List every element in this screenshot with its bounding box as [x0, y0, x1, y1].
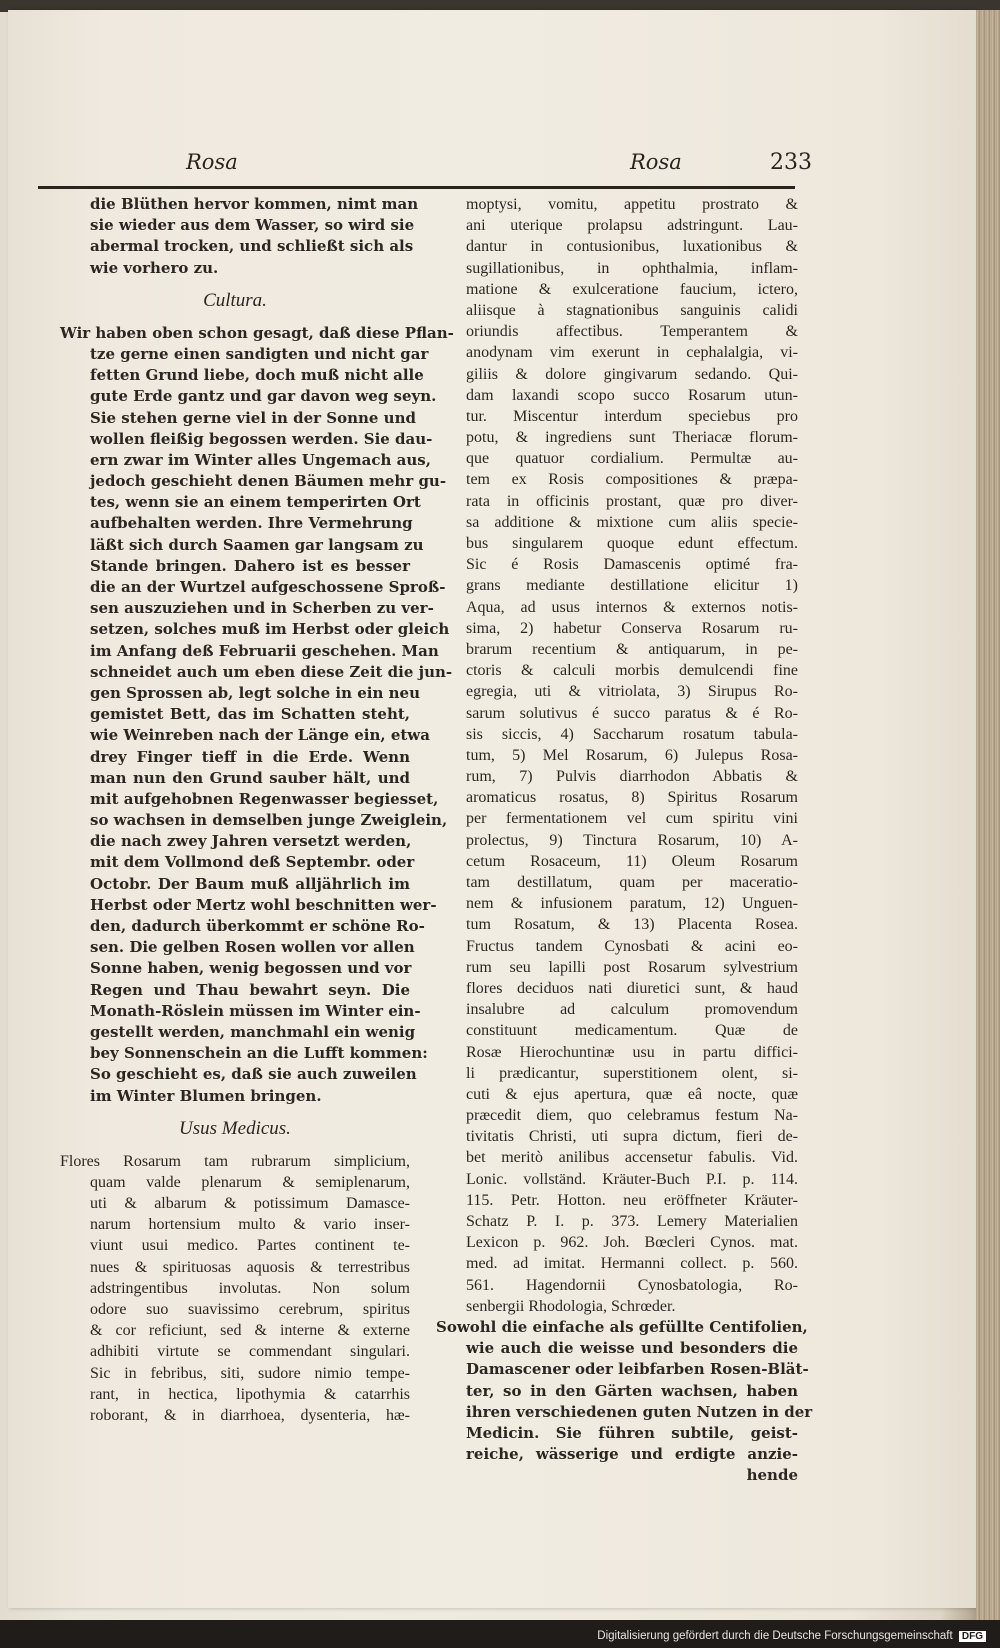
- text-line: tam destillatum, quam per maceratio-: [466, 874, 798, 891]
- latin-paragraph: [436, 194, 798, 1317]
- usus-medicus-paragraph: [60, 1151, 410, 1426]
- text-line: cuti & ejus apertura, quæ eâ nocte, quæ: [466, 1085, 798, 1103]
- left-column: [60, 194, 454, 1426]
- text-line: ctoris & calculi morbis demulcendi fine: [466, 662, 798, 680]
- text-line: Regen und Thau bewahrt seyn. Die: [90, 980, 410, 999]
- text-line: adhibiti virtute se commendant singulari.: [90, 1343, 410, 1361]
- text-line: sugillationibus, in ophthalmia, inflam-: [466, 259, 798, 277]
- text-line: Rosæ Hierochuntinæ usu in partu diffici-: [466, 1043, 798, 1061]
- text-line: die Blüthen hervor kommen, nimt man: [90, 195, 419, 213]
- text-line: sie wieder aus dem Wasser, so wird sie: [90, 216, 415, 235]
- text-line: per fermentationem vel cum spiritu vini: [466, 810, 798, 828]
- text-line: den, dadurch überkommt er schöne Ro-: [90, 917, 425, 935]
- text-line: aufbehalten werden. Ihre Vermehrung: [90, 514, 413, 533]
- text-line: setzen, solches muß im Herbst oder gleich: [90, 620, 450, 639]
- text-line: odore suo suavissimo cerebrum, spiritus: [90, 1301, 410, 1318]
- text-line: roborant, & in diarrhoea, dysenteria, hæ-: [90, 1406, 410, 1424]
- section-heading-cultura: Cultura.: [203, 289, 267, 311]
- text-line: bet meritò anilibus accensetur fabulis. Vid.: [466, 1149, 798, 1167]
- text-line: Herbst oder Mertz wohl beschnitten wer-: [90, 895, 437, 914]
- text-line: grans mediante destillatione elicitur 1): [466, 577, 798, 595]
- text-line: wie vorhero zu.: [90, 258, 219, 277]
- funding-text: Digitalisierung gefördert durch die Deutsche Forschungsgemeinschaft: [597, 1630, 953, 1642]
- text-line: rata in officinis prostant, quæ pro diver-: [466, 492, 798, 510]
- text-line: dantur in contusionibus, luxationibus &: [466, 238, 798, 256]
- page-stack-edge: [976, 10, 1000, 1620]
- text-line: oriundis affectibus. Temperantem &: [466, 323, 798, 341]
- dfg-logo: DFG: [959, 1631, 986, 1642]
- text-line: giliis & dolore gingivarum sedando. Qui-: [466, 365, 798, 383]
- text-line: tze gerne einen sandigten und nicht gar: [90, 344, 429, 363]
- text-line: anodynam vim exerunt in cephalalgia, vi-: [466, 344, 798, 362]
- text-line: mit dem Vollmond deß Septembr. oder: [90, 853, 415, 872]
- text-line: egregia, uti & vitriolata, 3) Sirupus Ro-: [466, 683, 798, 701]
- text-line: nem & infusionem paratum, 12) Unguen-: [466, 895, 798, 913]
- text-line: wie auch die weisse und besonders die: [466, 1339, 798, 1358]
- text-line: sen. Die gelben Rosen wollen vor allen: [90, 938, 415, 957]
- text-line: ihren verschiedenen guten Nutzen in der: [466, 1402, 813, 1421]
- text-line: wollen fleißig begossen werden. Sie dau-: [90, 429, 433, 448]
- text-line: tivitatis Christi, uti supra dictum, fieri de-: [466, 1128, 798, 1146]
- text-line: Lexicon p. 962. Joh. Bœcleri Cynos. mat.: [466, 1234, 798, 1252]
- text-line: Stande bringen. Dahero ist es besser: [90, 556, 410, 575]
- text-line: Sic in febribus, siti, sudore nimio tempe-: [90, 1364, 410, 1382]
- section-heading-usus-medicus: Usus Medicus.: [179, 1117, 291, 1139]
- text-line: wie Weinreben nach der Länge ein, etwa: [90, 726, 430, 745]
- text-line: jedoch geschieht denen Bäumen mehr gu-: [90, 472, 447, 491]
- text-line: fetten Grund liebe, doch muß nicht alle: [90, 366, 424, 385]
- running-head-left: Rosa: [186, 150, 238, 174]
- text-line: insalubre ad calculum promovendum: [466, 1001, 798, 1019]
- text-line: dam laxandi scopo succo Rosarum utun-: [466, 386, 798, 404]
- text-line: med. ad imitat. Hermanni collect. p. 560.: [466, 1255, 798, 1273]
- text-line: sarum solutivus é succo paratus & é Ro-: [466, 704, 798, 722]
- text-line: constituunt medicamentum. Quæ de: [466, 1022, 798, 1040]
- text-line: abermal trocken, und schließt sich als: [90, 237, 414, 256]
- text-line: tum Rosatum, & 13) Placenta Rosea.: [466, 916, 798, 934]
- text-line: mit aufgehobnen Regenwasser begiesset,: [90, 789, 439, 808]
- text-line: Sie stehen gerne viel in der Sonne und: [90, 408, 416, 427]
- text-line: ter, so in den Gärten wachsen, haben: [466, 1381, 798, 1400]
- text-line: Wir haben oben schon gesagt, daß diese Pflan-: [60, 323, 454, 342]
- text-line: bey Sonnenschein an die Lufft kommen:: [90, 1044, 428, 1063]
- right-column: [436, 194, 813, 1486]
- text-line: gestellt werden, manchmahl ein wenig: [90, 1022, 416, 1041]
- text-line: läßt sich durch Saamen gar langsam zu: [90, 535, 424, 554]
- text-line: li prædicantur, superstitionem olent, si-: [466, 1064, 798, 1082]
- text-line: sa additione & mixtione cum aliis specie-: [466, 513, 798, 531]
- text-line: quam valde plenarum & semiplenarum,: [90, 1173, 410, 1191]
- text-line: ern zwar im Winter alles Ungemach aus,: [90, 450, 431, 469]
- text-line: Flores Rosarum tam rubrarum simplicium,: [60, 1152, 410, 1170]
- text-line: so wachsen in demselben junge Zweiglein,: [90, 811, 448, 830]
- text-line: Octobr. Der Baum muß alljährlich im: [90, 874, 410, 893]
- text-line: Sonne haben, wenig begossen und vor: [90, 959, 412, 978]
- text-line: Lonic. vollständ. Kräuter-Buch P.I. p. 114.: [466, 1170, 798, 1188]
- text-line: gen Sprossen ab, legt solche in ein neu: [90, 683, 420, 702]
- text-line: Medicin. Sie führen subtile, geist-: [466, 1423, 798, 1442]
- text-line: 561. Hagendornii Cynosbatologia, Ro-: [466, 1276, 798, 1294]
- text-line: im Winter Blumen bringen.: [90, 1086, 322, 1105]
- text-line: moptysi, vomitu, appetitu prostrato &: [466, 196, 798, 213]
- text-line: 115. Petr. Hotton. neu eröffneter Kräuter-: [466, 1191, 798, 1209]
- running-head-right: Rosa: [630, 150, 682, 174]
- text-line: flores deciduos nati diuretici sunt, & haud: [466, 979, 798, 997]
- text-line: viunt usui medico. Partes continent te-: [90, 1237, 410, 1255]
- text-line: cetum Rosaceum, 11) Oleum Rosarum: [466, 852, 798, 870]
- text-line: adstringentibus involutas. Non solum: [90, 1279, 410, 1297]
- text-line: Sic é Rosis Damascenis optimé fra-: [466, 556, 798, 574]
- text-line: rant, in hectica, lipothymia & catarrhis: [90, 1385, 410, 1403]
- text-line: reiche, wässerige und erdigte anzie-: [466, 1445, 798, 1464]
- text-line: narum hortensium multo & vario inser-: [90, 1216, 410, 1234]
- text-line: potu, & ingrediens sunt Theriacæ florum-: [466, 429, 798, 447]
- text-line: gute Erde gantz und gar davon weg seyn.: [90, 387, 437, 406]
- text-line: tum, 5) Mel Rosarum, 6) Julepus Rosa-: [466, 746, 798, 764]
- text-line: senbergii Rhodologia, Schrœder.: [466, 1297, 676, 1315]
- text-line: & cor reficiunt, sed & interne & externe: [90, 1322, 410, 1340]
- cultura-paragraph: [60, 323, 454, 1107]
- text-line: tes, wenn sie an einem temperirten Ort: [90, 493, 421, 512]
- page-number: 233: [770, 150, 812, 175]
- text-line: rum seu lapilli post Rosarum sylvestrium: [466, 958, 798, 976]
- intro-paragraph: [60, 194, 419, 279]
- text-line: matione & exulceratione faucium, ictero,: [466, 280, 798, 298]
- text-line: sima, 2) habetur Conserva Rosarum ru-: [466, 619, 798, 637]
- text-line: uti & albarum & potissimum Damasce-: [90, 1195, 410, 1213]
- header-rule: [38, 186, 795, 189]
- text-line: brarum recentium & antiquarum, in pe-: [466, 640, 798, 658]
- text-line: Sowohl die einfache als gefüllte Centifolien,: [436, 1317, 808, 1336]
- text-line: Fructus tandem Cynosbati & acini eo-: [466, 937, 798, 955]
- text-line: nues & spirituosas aquosis & terrestribus: [90, 1258, 410, 1276]
- text-line: rum, 7) Pulvis diarrhodon Abbatis &: [466, 768, 798, 786]
- text-line: man nun den Grund sauber hält, und: [90, 768, 410, 787]
- text-line: tem ex Rosis compositiones & præpa-: [466, 471, 798, 489]
- text-line: die an der Wurtzel aufgeschossene Sproß-: [90, 578, 446, 596]
- text-line: Damascener oder leibfarben Rosen-Blät-: [466, 1360, 809, 1379]
- text-line: So geschieht es, daß sie auch zuweilen: [90, 1065, 417, 1084]
- text-line: drey Finger tieff in die Erde. Wenn: [90, 747, 410, 766]
- text-line: im Anfang deß Februarii geschehen. Man: [90, 641, 439, 660]
- text-line: Aqua, ad usus internos & externos notis-: [466, 598, 798, 616]
- text-line: aromaticus rosatus, 8) Spiritus Rosarum: [466, 789, 798, 807]
- text-line: bus singularem quoque edunt effectum.: [466, 535, 798, 552]
- text-line: prolectus, 9) Tinctura Rosarum, 10) A-: [466, 831, 798, 849]
- text-line: gemistet Bett, das im Schatten steht,: [90, 705, 410, 724]
- text-line: que quatuor cordialium. Permultæ au-: [466, 450, 798, 468]
- text-line: præcedit diem, quo celebramus festum Na-: [466, 1107, 798, 1125]
- text-line: sen auszuziehen und in Scherben zu ver-: [90, 599, 434, 618]
- text-line: Monath-Röslein müssen im Winter ein-: [90, 1001, 421, 1020]
- text-line: aliisque à stagnationibus sanguinis calidi: [466, 301, 798, 319]
- funding-credit: [597, 1630, 986, 1642]
- text-line: tur. Miscentur interdum speciebus pro: [466, 407, 798, 425]
- text-line: Schatz P. I. p. 373. Lemery Materialien: [466, 1213, 798, 1230]
- text-line: die nach zwey Jahren versetzt werden,: [90, 832, 412, 851]
- german-paragraph: [436, 1317, 813, 1487]
- catchword: hende: [746, 1466, 798, 1485]
- text-line: sis siccis, 4) Saccharum rosatum tabula-: [466, 725, 798, 743]
- text-line: ani uterique prolapsu adstringunt. Lau-: [466, 217, 798, 235]
- text-line: schneidet auch um eben diese Zeit die jun-: [90, 662, 453, 681]
